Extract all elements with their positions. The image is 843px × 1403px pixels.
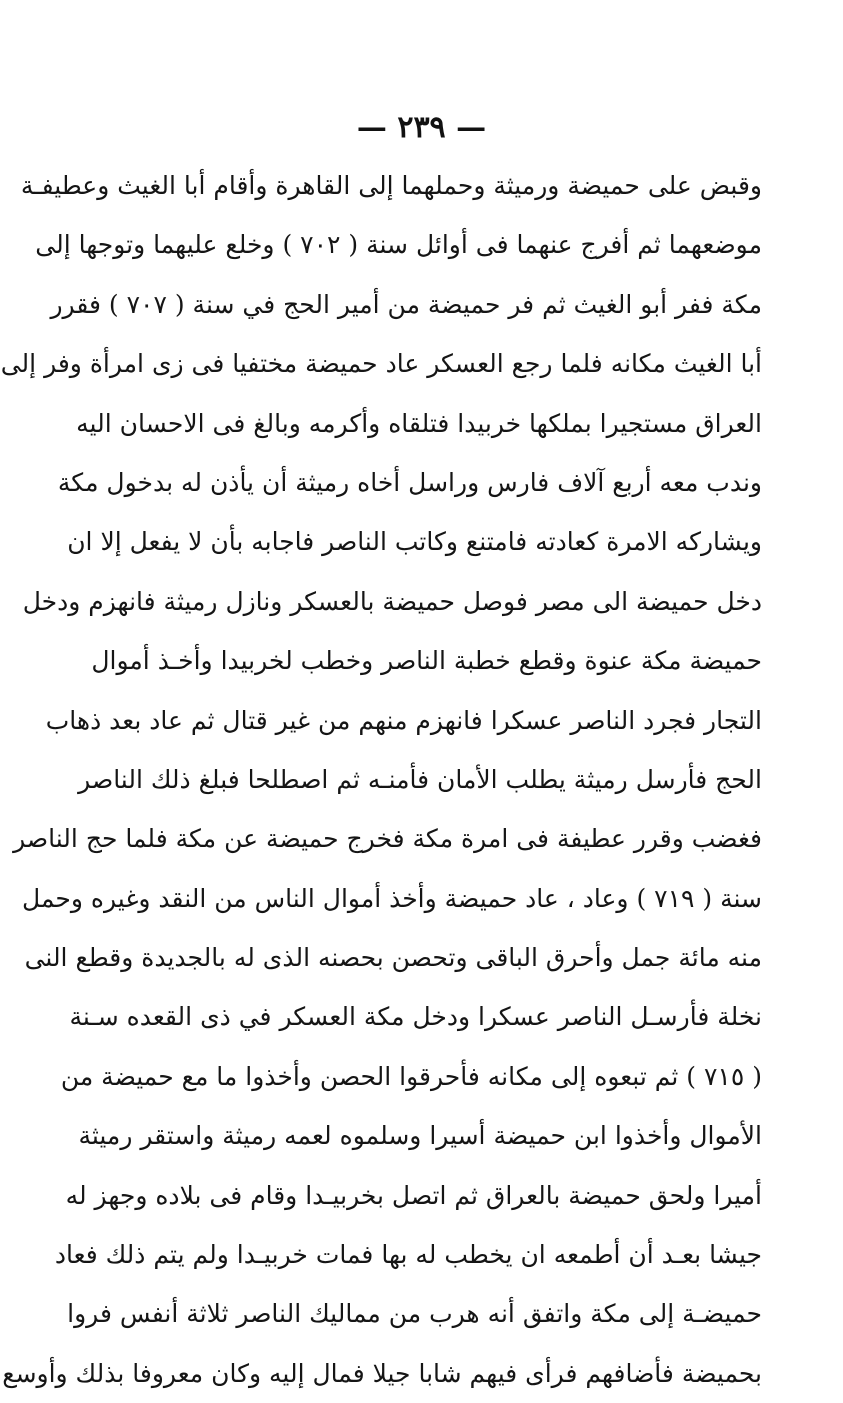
text-line: حميضـة إلى مكة واتفق أنه هرب من مماليك الناصر ثلاثة أنفس فروا — [67, 1299, 762, 1329]
text-line: جيشا بعـد أن أطمعه ان يخطب له بها فمات خربيـدا ولم يتم ذلك فعاد — [54, 1240, 762, 1270]
text-line: مكة ففر أبو الغيث ثم فر حميضة من أمير الحج في سنة ( ٧٠٧ ) فقرر — [50, 289, 762, 319]
text-line: حميضة مكة عنوة وقطع خطبة الناصر وخطب لخربيدا وأخـذ أموال — [91, 646, 762, 676]
text-line: سنة ( ٧١٩ ) وعاد ، عاد حميضة وأخذ أموال الناس من النقد وغيره وحمل — [22, 883, 762, 913]
text-line: بحميضة فأضافهم فرأى فيهم شابا جيلا فمال إليه وكان معروفا بذلك وأوسع — [2, 1358, 762, 1388]
text-line: وقبض على حميضة ورميثة وحملهما إلى القاهرة وأقام أبا الغيث وعطيفـة — [20, 171, 762, 200]
text-line: منه مائة جمل وأحرق الباقى وتحصن بحصنه الذى له بالجديدة وقطع النى — [24, 943, 762, 973]
text-line: التجار فجرد الناصر عسكرا فانهزم منهم من غير قتال ثم عاد بعد ذهاب — [45, 705, 762, 735]
text-line: موضعهما ثم أفرج عنهما فى أوائل سنة ( ٧٠٢ ) وخلع عليهما وتوجها إلى — [35, 230, 762, 260]
text-line: ويشاركه الامرة كعادته فامتنع وكاتب الناصر فاجابه بأن لا يفعل إلا ان — [67, 527, 762, 557]
text-line: العراق مستجيرا بملكها خربيدا فتلقاه وأكرمه وبالغ فى الاحسان اليه — [76, 408, 762, 438]
body-text — [0, 156, 762, 1403]
text-line: نخلة فأرسـل الناصر عسكرا ودخل مكة العسكر في ذى القعده سـنة — [69, 1002, 762, 1032]
text-line: أميرا ولحق حميضة بالعراق ثم اتصل بخربيـدا وقام فى بلاده وجهز له — [65, 1180, 762, 1210]
text-line: الأموال وأخذوا ابن حميضة أسيرا وسلموه لعمه رميثة واستقر رميثة — [78, 1121, 762, 1151]
text-line: وندب معه أربع آلاف فارس وراسل أخاه رميثة أن يأذن له بدخول مكة — [57, 467, 762, 497]
text-line: ( ٧١٥ ) ثم تبعوه إلى مكانه فأحرقوا الحصن وأخذوا ما مع حميضة من — [60, 1061, 762, 1091]
text-line: أبا الغيث مكانه فلما رجع العسكر عاد حميضة مختفيا فى زى امرأة وفر إلى — [0, 349, 762, 379]
page-number: — ٢٣٩ — — [356, 110, 487, 145]
text-line: فغضب وقرر عطيفة فى امرة مكة فخرج حميضة عن مكة فلما حج الناصر — [13, 824, 762, 854]
text-line: الحج فأرسل رميثة يطلب الأمان فأمنـه ثم اصطلحا فبلغ ذلك الناصر — [78, 764, 762, 794]
text-line: دخل حميضة الى مصر فوصل حميضة بالعسكر ونازل رميثة فانهزم ودخل — [22, 586, 762, 616]
